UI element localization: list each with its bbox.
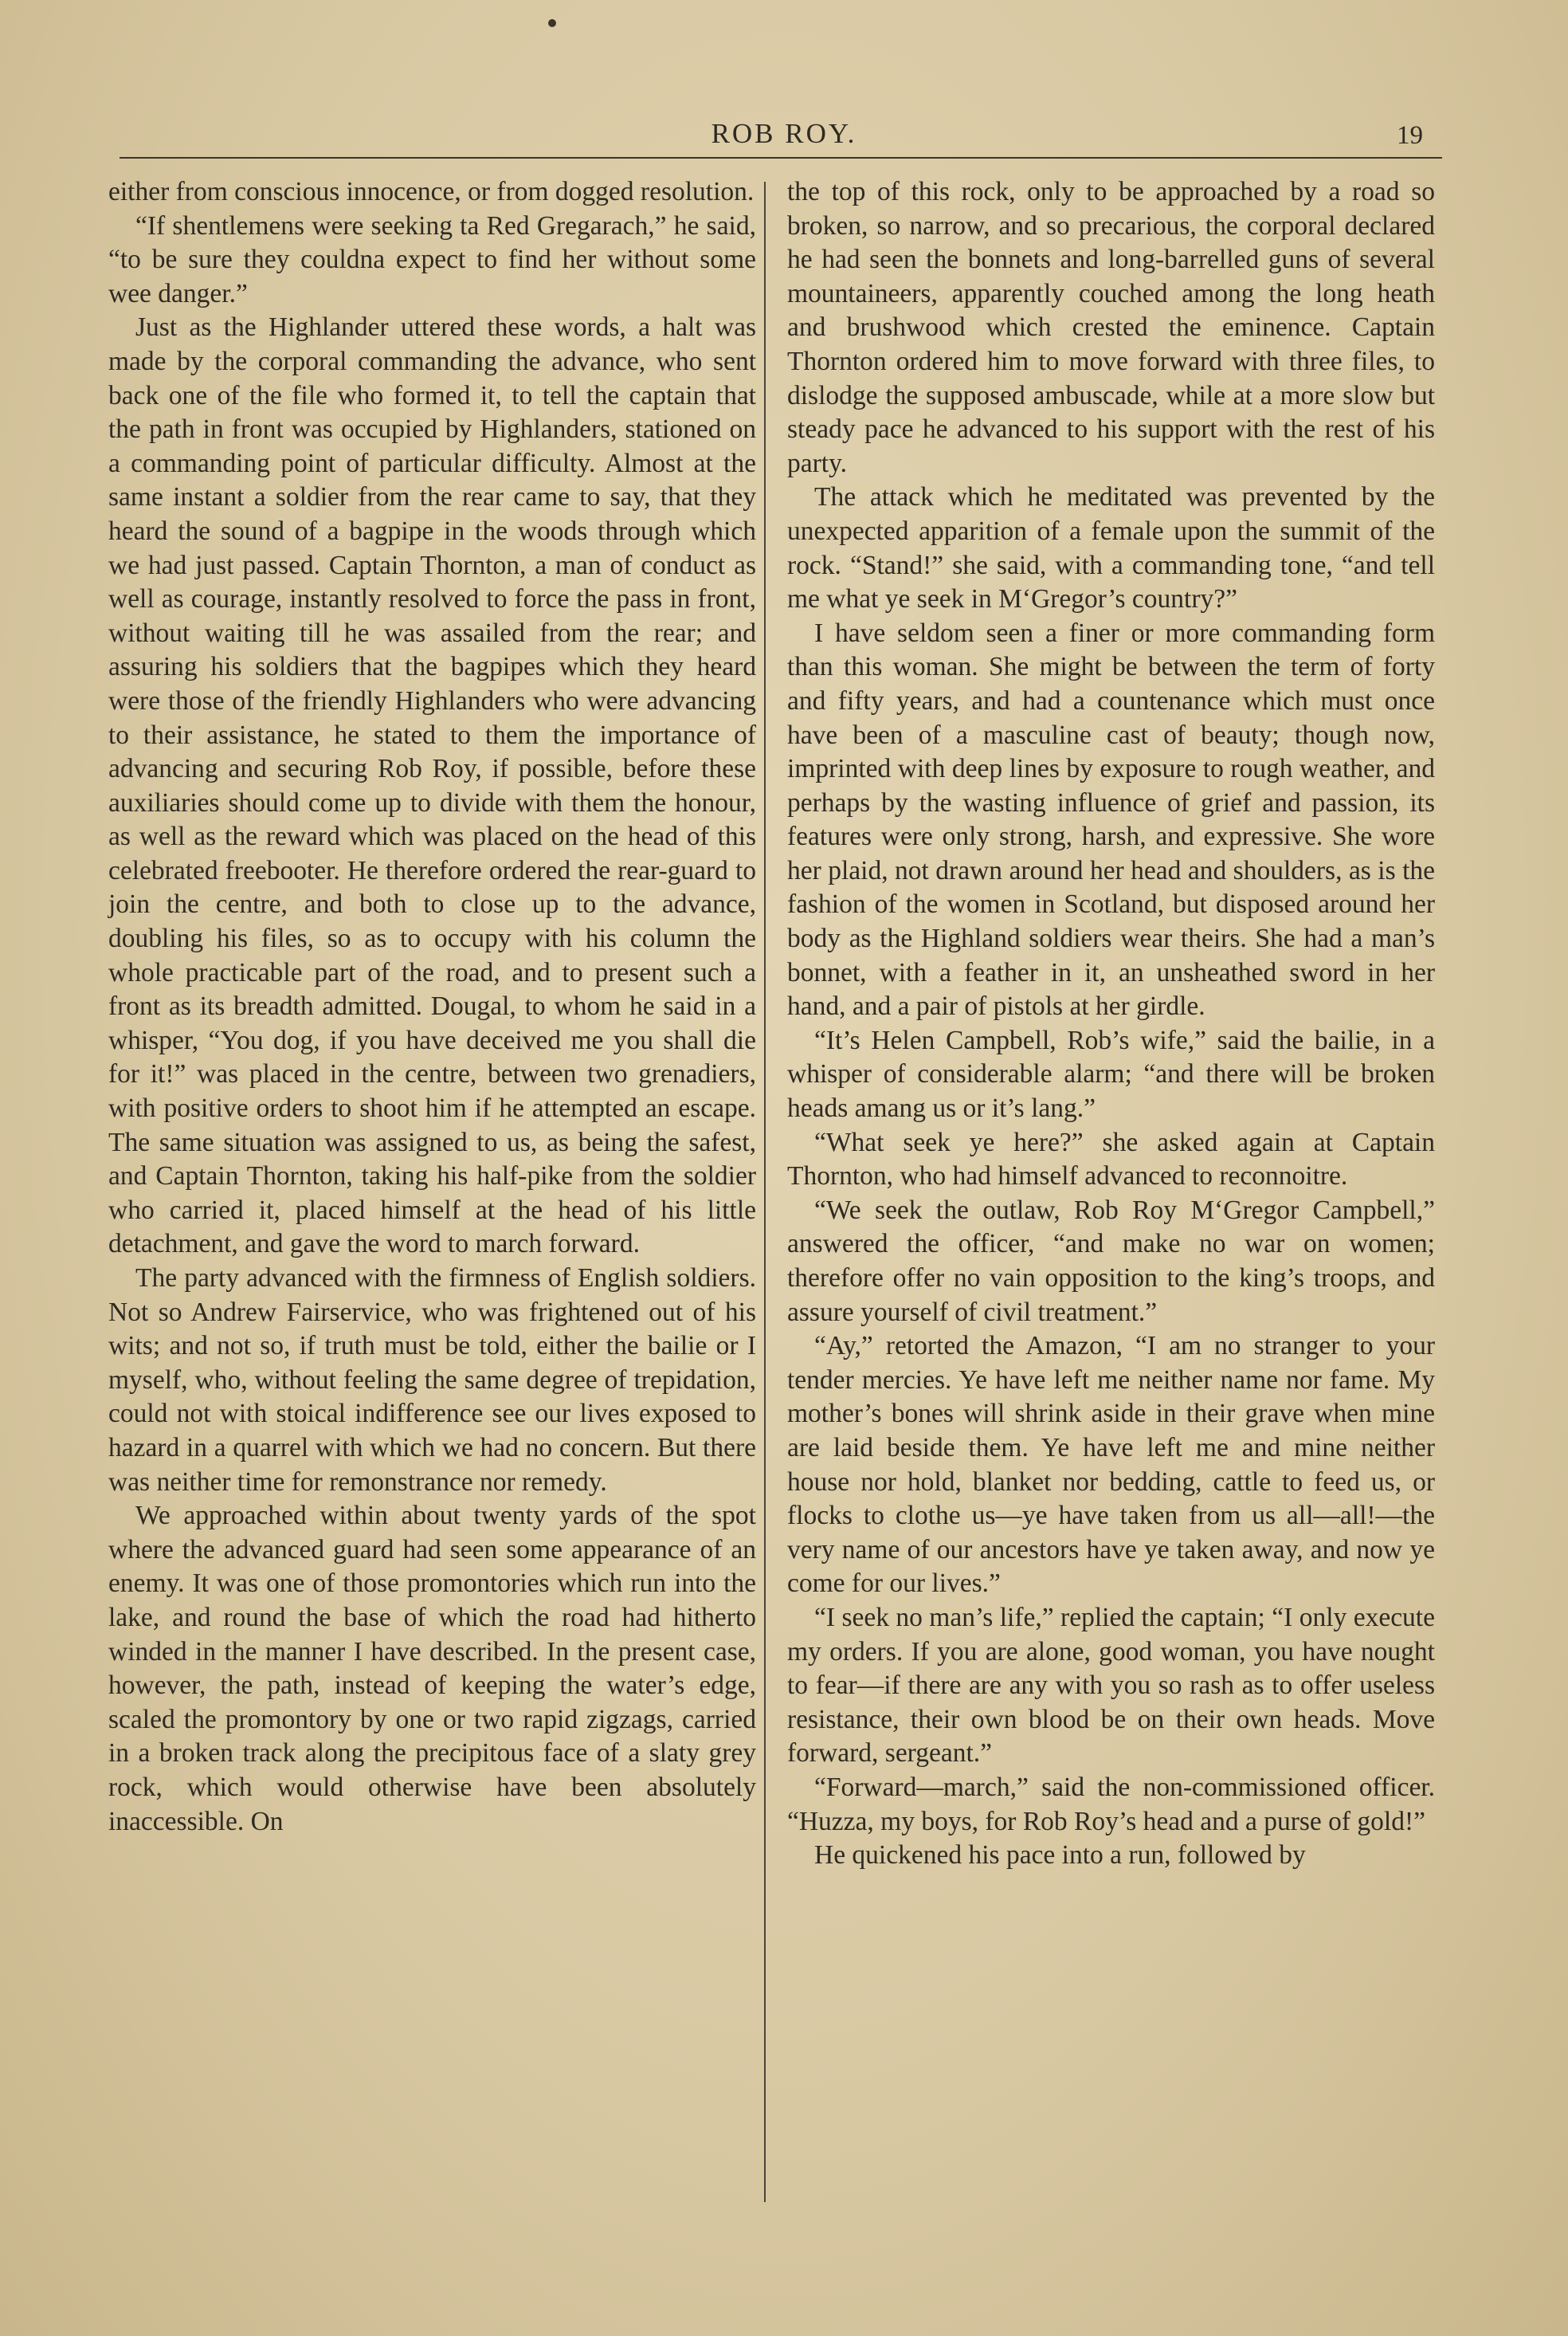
ink-speck — [548, 19, 556, 27]
paragraph: The party advanced with the firmness of English soldiers. Not so Andrew Fairservice, who was frightened out of his wits; and not so, if truth must be told, either the bailie or I myself, who, without feeling the same degree of trepidation, could not with stoical indifference see our lives exposed to hazard in a quarrel with which we had no concern. But there was neither time for remonstrance nor remedy. — [108, 1263, 756, 1497]
paragraph: “I seek no man’s life,” replied the captain; “I only execute my orders. If you are alone, good woman, you have nought to fear—if there are any with you so rash as to offer useless resistance, their own blood be on their own heads. Move forward, sergeant.” — [787, 1602, 1435, 1769]
paragraph: “Forward—march,” said the non-commissioned officer. “Huzza, my boys, for Rob Roy’s head and a purse of gold!” — [787, 1772, 1435, 1836]
paragraph: The attack which he meditated was prevented by the unexpected apparition of a female upon the summit of the rock. “Stand!” she said, with a commanding tone, “and tell me what ye seek in M‘Gregor’s country?” — [787, 482, 1435, 614]
paragraph: “What seek ye here?” she asked again at Captain Thornton, who had himself advanced to reconnoitre. — [787, 1127, 1435, 1192]
paragraph: “We seek the outlaw, Rob Roy M‘Gregor Campbell,” answered the officer, “and make no war on women; therefore offer no vain opposition to the king’s troops, and assure yourself of civil treatment.” — [787, 1195, 1435, 1327]
paragraph: He quickened his pace into a run, followed by — [814, 1840, 1306, 1871]
paragraph: Just as the Highlander uttered these words, a halt was made by the corporal commanding the advance, who sent back one of the file who formed it, to tell the captain that the path in front was occupied by Highlanders, stationed on a commanding point of particular difficulty. Almost at the same instant a soldier from the rear came to say, that they heard the sound of a bagpipe in the woods through which we had just passed. Captain Thornton, a man of conduct as well as courage, instantly resolved to force the pass in front, without waiting till he was assailed from the rear; and assuring his soldiers that the bagpipes which they heard were those of the friendly Highlanders who were advancing to their assistance, he stated to them the importance of advancing and securing Rob Roy, if possible, before these auxiliaries should come up to divide with them the honour, as well as the reward which was placed on the head of this celebrated freebooter. He therefore ordered the rear-guard to join the centre, and both to close up to the advance, doubling his files, so as to occupy with his column the whole practicable part of the road, and to present such a front as its breadth admitted. Dougal, to whom he said in a whisper, “You dog, if you have deceived me you shall die for it!” was placed in the centre, between two grenadiers, with positive orders to shoot him if he attempted an escape. The same situation was assigned to us, as being the safest, and Captain Thornton, taking his half-pike from the soldier who carried it, placed himself at the head of his little detachment, and gave the word to march forward. — [108, 312, 756, 1259]
paragraph: either from conscious innocence, or from dogged resolution. — [108, 177, 755, 206]
page-number: 19 — [1397, 121, 1423, 150]
right-column — [787, 175, 1435, 1873]
paragraph: We approached within about twenty yards of the spot where the advanced guard had seen some appearance of an enemy. It was one of those promontories which run into the lake, and round the base of which the road had hitherto winded in the manner I have described. In the present case, however, the path, instead of keeping the water’s edge, scaled the promontory by one or two rapid zigzags, carried in a broken track along the precipitous face of a slaty grey rock, which would otherwise have been absolutely inaccessible. On — [108, 1501, 756, 1836]
header-rule — [120, 157, 1442, 159]
paragraph: “It’s Helen Campbell, Rob’s wife,” said the bailie, in a whisper of considerable alarm; “and there will be broken heads amang us or it’s lang.” — [787, 1025, 1435, 1124]
paragraph: the top of this rock, only to be approached by a road so broken, so narrow, and so precarious, the corporal declared he had seen the bonnets and long-barrelled guns of several mountaineers, apparently couched among the long heath and brushwood which crested the eminence. Captain Thornton ordered him to move forward with three files, to dislodge the supposed ambuscade, while at a more slow but steady pace he advanced to his support with the rest of his party. — [787, 177, 1435, 478]
column-divider — [764, 182, 766, 2202]
paragraph: “Ay,” retorted the Amazon, “I am no stranger to your tender mercies. Ye have left me neither name nor fame. My mother’s bones will shrink aside in their grave when mine are laid beside them. Ye have left me and mine neither house nor hold, blanket nor bedding, cattle to feed us, or flocks to clothe us—ye have taken from us all—all!—the very name of our ancestors have ye taken away, and now ye come for our lives.” — [787, 1331, 1435, 1599]
left-column — [108, 175, 756, 1839]
paragraph: I have seldom seen a finer or more commanding form than this woman. She might be between the term of forty and fifty years, and had a countenance which must once have been of a masculine cast of beauty; though now, imprinted with deep lines by exposure to rough weather, and perhaps by the wasting influence of grief and passion, its features were only strong, harsh, and expressive. She wore her plaid, not drawn around her head and shoulders, as is the fashion of the women in Scotland, but disposed around her body as the Highland soldiers wear theirs. She had a man’s bonnet, with a feather in it, an unsheathed sword in her hand, and a pair of pistols at her girdle. — [787, 618, 1435, 1022]
paragraph: “If shentlemens were seeking ta Red Gregarach,” he said, “to be sure they couldna expect to find her without some wee danger.” — [108, 210, 756, 308]
running-header-title: ROB ROY. — [711, 118, 857, 149]
